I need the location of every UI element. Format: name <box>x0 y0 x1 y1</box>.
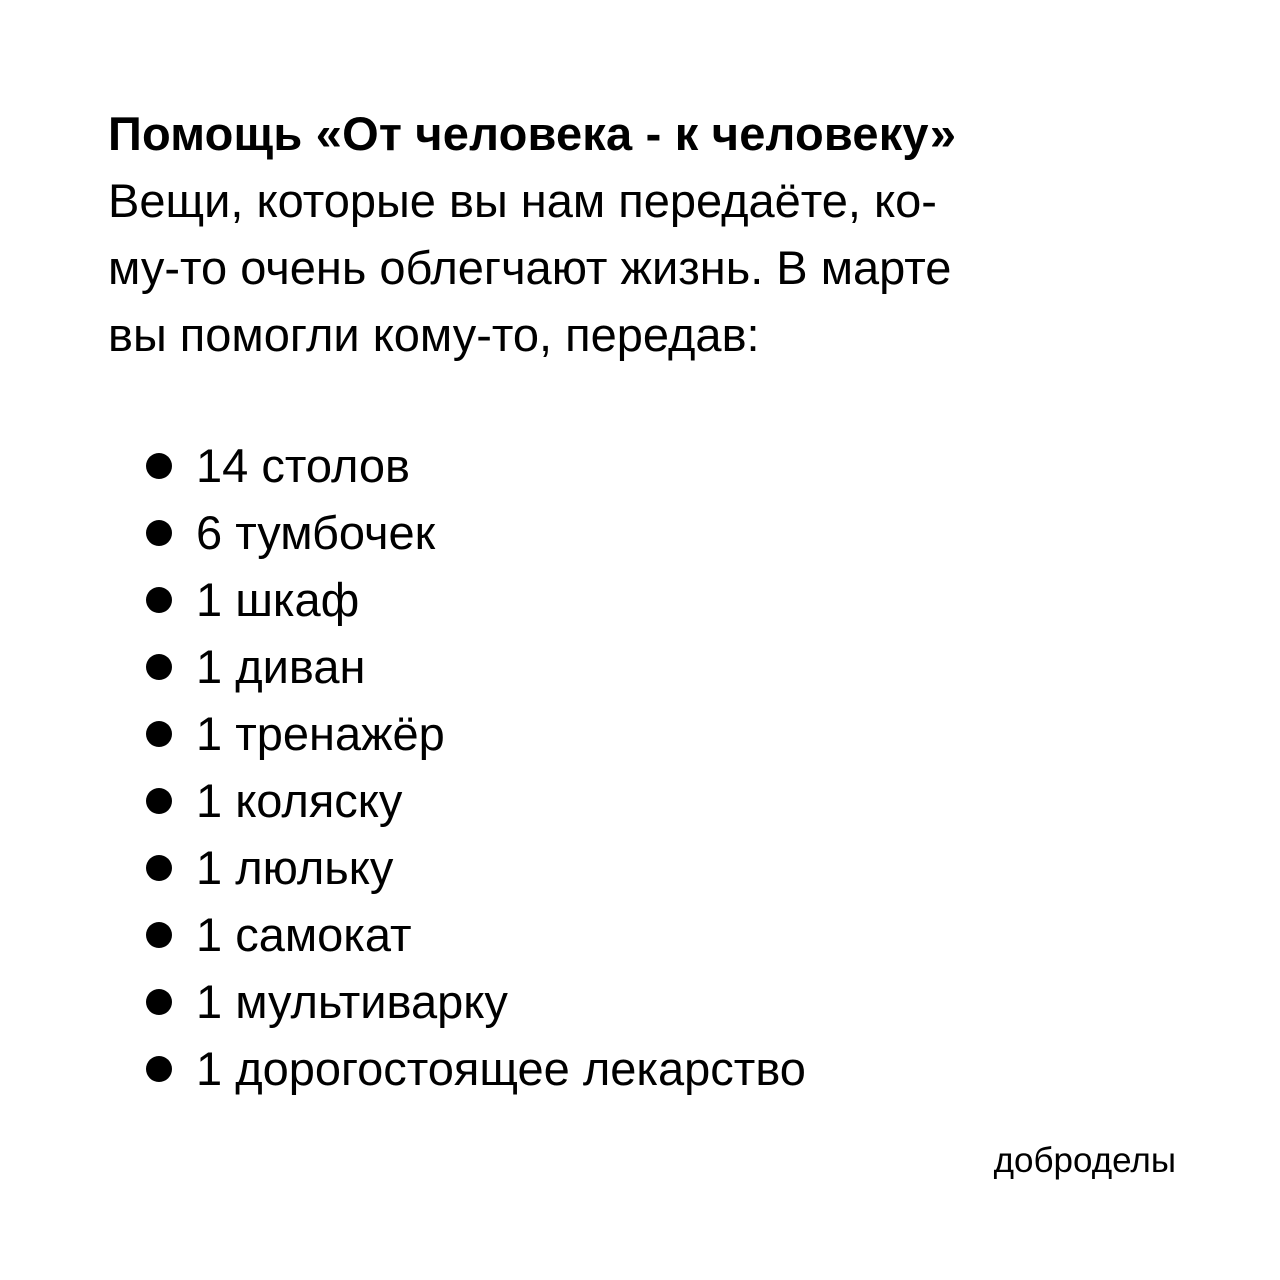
list-item-label: 1 мультиварку <box>196 975 508 1028</box>
intro-line: му-то очень облегчают жизнь. В марте <box>108 241 952 294</box>
list-item <box>140 834 806 901</box>
bullet-icon <box>146 520 172 546</box>
list-item-label: 6 тумбочек <box>196 506 436 559</box>
list-item-label: 1 коляску <box>196 774 403 827</box>
bullet-icon <box>146 721 172 747</box>
bullet-icon <box>146 453 172 479</box>
bullet-icon <box>146 1056 172 1082</box>
bullet-icon <box>146 654 172 680</box>
list-item <box>140 566 806 633</box>
list-item <box>140 968 806 1035</box>
bullet-icon <box>146 922 172 948</box>
brand-signature: доброделы <box>993 1141 1176 1180</box>
list-item-label: 1 люльку <box>196 841 394 894</box>
list-item <box>140 499 806 566</box>
list-item <box>140 767 806 834</box>
bullet-icon <box>146 788 172 814</box>
list-item <box>140 901 806 968</box>
bullet-icon <box>146 989 172 1015</box>
intro-line: Вещи, которые вы нам передаёте, ко- <box>108 174 937 227</box>
bullet-icon <box>146 855 172 881</box>
list-item-label: 1 дорогостоящее лекарство <box>196 1042 806 1095</box>
list-item-label: 1 диван <box>196 640 366 693</box>
bullet-icon <box>146 587 172 613</box>
post-content <box>108 100 1188 368</box>
intro-text <box>108 167 1188 368</box>
list-item <box>140 432 806 499</box>
list-item-label: 14 столов <box>196 439 411 492</box>
list-item-label: 1 самокат <box>196 908 412 961</box>
list-item <box>140 633 806 700</box>
list-item <box>140 1035 806 1102</box>
list-item <box>140 700 806 767</box>
list-item-label: 1 тренажёр <box>196 707 445 760</box>
post-title: Помощь «От человека - к человеку» <box>108 107 957 160</box>
intro-line: вы помогли кому-то, передав: <box>108 308 760 361</box>
donated-items-list <box>140 432 806 1102</box>
list-item-label: 1 шкаф <box>196 573 360 626</box>
